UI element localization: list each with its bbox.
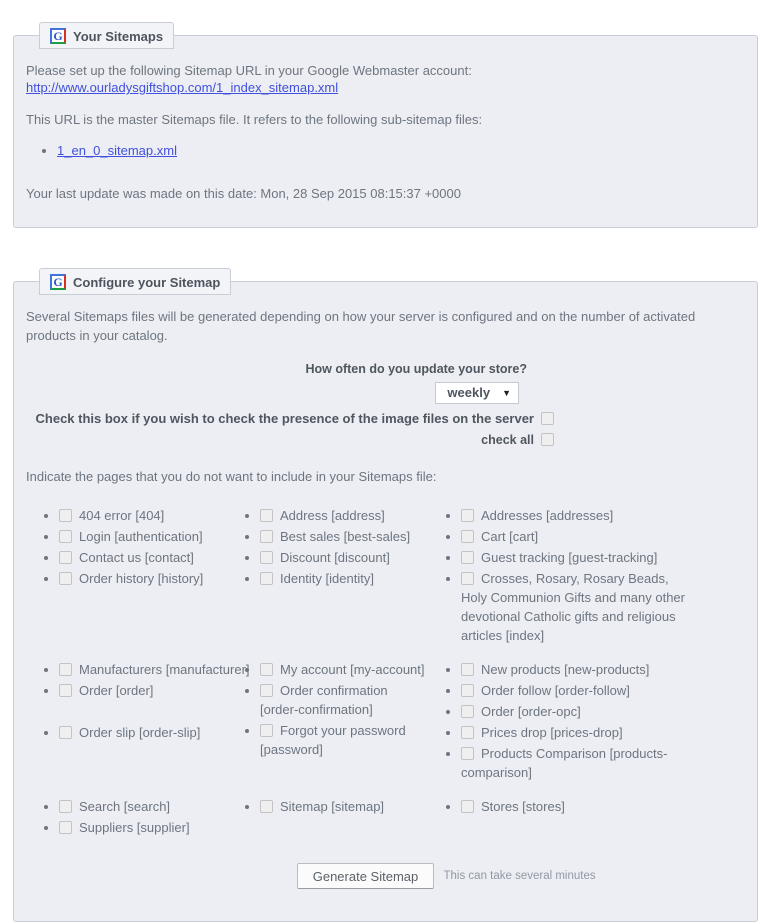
configure-sitemap-panel	[13, 268, 758, 922]
page-label: Suppliers [supplier]	[79, 820, 190, 835]
page-item	[461, 797, 690, 816]
page-label: Sitemap [sitemap]	[280, 799, 385, 814]
page-exclusion-column	[227, 797, 428, 839]
page-checkbox[interactable]	[461, 684, 474, 697]
page-checkbox[interactable]	[59, 821, 72, 834]
page-exclusion-section	[26, 506, 745, 647]
page-label: Crosses, Rosary, Rosary Beads, Holy Communion Gifts and many other devotional Catholic gifts and religious articles [index]	[461, 571, 685, 643]
page-item	[59, 660, 250, 679]
page-item	[59, 569, 227, 588]
page-exclusion-column	[428, 797, 690, 839]
page-checkbox[interactable]	[461, 747, 474, 760]
page-label: Search [search]	[79, 799, 171, 814]
page-label: Order confirmation [order-confirmation]	[260, 683, 388, 717]
page-checkbox[interactable]	[461, 551, 474, 564]
page-item	[59, 548, 227, 567]
page-label: Order [order]	[79, 683, 154, 698]
master-sitemap-link[interactable]: http://www.ourladysgiftshop.com/1_index_sitemap.xml	[26, 80, 339, 95]
frequency-select[interactable]	[435, 382, 519, 404]
page-exclusion-column	[26, 797, 227, 839]
page-checkbox[interactable]	[59, 800, 72, 813]
page-item	[59, 818, 227, 837]
page-checkbox[interactable]	[59, 572, 72, 585]
frequency-select-row	[26, 382, 554, 404]
your-sitemaps-panel	[13, 22, 758, 228]
list-item	[57, 141, 745, 160]
page-item	[461, 702, 690, 721]
page-label: 404 error [404]	[79, 508, 165, 523]
page-item	[260, 681, 428, 719]
page-checkbox[interactable]	[461, 530, 474, 543]
page-item	[59, 527, 227, 546]
page-checkbox[interactable]	[260, 551, 273, 564]
page-checkbox[interactable]	[461, 509, 474, 522]
frequency-selected-value: weekly	[447, 385, 491, 400]
page-checkbox[interactable]	[260, 724, 273, 737]
page-item	[260, 527, 428, 546]
page-item	[461, 723, 690, 742]
page-checkbox[interactable]	[59, 663, 72, 676]
page-exclusion-column	[428, 660, 690, 784]
page-label: Order slip [order-slip]	[79, 725, 201, 740]
page-label: My account [my-account]	[280, 662, 425, 677]
page-label: Login [authentication]	[79, 529, 203, 544]
page-checkbox[interactable]	[260, 530, 273, 543]
sub-sitemap-link[interactable]: 1_en_0_sitemap.xml	[57, 143, 177, 158]
page-label: New products [new-products]	[481, 662, 650, 677]
page-item	[260, 548, 428, 567]
page-checkbox[interactable]	[461, 726, 474, 739]
page-label: Identity [identity]	[280, 571, 374, 586]
page-item	[461, 681, 690, 700]
webmaster-instruction: Please set up the following Sitemap URL in your Google Webmaster account:	[26, 63, 472, 78]
generate-row	[26, 863, 745, 889]
frequency-label: How often do you update your store?	[305, 362, 527, 376]
generate-note: This can take several minutes	[443, 870, 596, 882]
pages-exclusion-label: Indicate the pages that you do not want to include in your Sitemaps file:	[26, 469, 437, 484]
page-item	[461, 527, 690, 546]
page-label: Stores [stores]	[481, 799, 565, 814]
page-checkbox[interactable]	[461, 572, 474, 585]
page-checkbox[interactable]	[59, 509, 72, 522]
page-label: Best sales [best-sales]	[280, 529, 411, 544]
generate-sitemap-button[interactable]: Generate Sitemap	[297, 863, 435, 889]
page-label: Order history [history]	[79, 571, 204, 586]
page-exclusion-column	[26, 506, 227, 647]
page-checkbox[interactable]	[59, 530, 72, 543]
page-exclusion-column	[26, 660, 250, 784]
page-label: Contact us [contact]	[79, 550, 194, 565]
page-item	[59, 506, 227, 525]
caret-down-icon: ▼	[502, 388, 511, 398]
page-label: Manufacturers [manufacturer]	[79, 662, 250, 677]
page-exclusion-column	[227, 506, 428, 647]
page-checkbox[interactable]	[260, 800, 273, 813]
page-checkbox[interactable]	[59, 551, 72, 564]
page-item	[260, 721, 428, 759]
page-exclusion-column	[428, 506, 690, 647]
page-item	[59, 797, 227, 816]
page-label: Addresses [addresses]	[481, 508, 614, 523]
configure-sitemap-legend	[39, 268, 231, 295]
page-label: Order follow [order-follow]	[481, 683, 630, 698]
list-spacer	[59, 702, 227, 721]
page-label: Cart [cart]	[481, 529, 539, 544]
page-item	[260, 506, 428, 525]
page-checkbox[interactable]	[461, 663, 474, 676]
sub-sitemap-list	[26, 141, 745, 160]
panel-title: Your Sitemaps	[73, 28, 164, 44]
page-checkbox[interactable]	[461, 705, 474, 718]
check-all-row	[26, 430, 554, 450]
page-checkbox[interactable]	[260, 684, 273, 697]
google-icon: G	[50, 274, 66, 290]
page-checkbox[interactable]	[260, 572, 273, 585]
page-item	[461, 548, 690, 567]
master-sitemap-description: This URL is the master Sitemaps file. It refers to the following sub-sitemap files:	[26, 112, 483, 127]
page-label: Guest tracking [guest-tracking]	[481, 550, 658, 565]
page-label: Products Comparison [products-comparison]	[461, 746, 668, 780]
check-all-checkbox[interactable]	[541, 433, 554, 446]
image-check-row	[26, 409, 554, 429]
your-sitemaps-legend	[39, 22, 174, 49]
page-checkbox[interactable]	[59, 684, 72, 697]
page-item	[260, 797, 428, 816]
page-exclusion-section	[26, 660, 745, 784]
page-item	[59, 723, 227, 742]
page-label: Address [address]	[280, 508, 385, 523]
page-exclusion-column	[227, 660, 428, 784]
panel-title: Configure your Sitemap	[73, 274, 221, 290]
image-check-label: Check this box if you wish to check the presence of the image files on the server	[35, 411, 534, 426]
page-item	[260, 660, 428, 679]
page-exclusion-sections	[26, 506, 745, 839]
page-checkbox[interactable]	[260, 663, 273, 676]
page-checkbox[interactable]	[260, 509, 273, 522]
page-item	[59, 681, 227, 700]
page-item	[461, 744, 690, 782]
image-check-checkbox[interactable]	[541, 412, 554, 425]
page-label: Discount [discount]	[280, 550, 390, 565]
page-label: Forgot your password [password]	[260, 723, 406, 757]
page-label: Prices drop [prices-drop]	[481, 725, 623, 740]
configure-intro: Several Sitemaps files will be generated depending on how your server is configured and on the number of activated products in your catalog.	[26, 309, 696, 343]
sitemap-options-block	[26, 359, 554, 450]
last-update-text: Your last update was made on this date: Mon, 28 Sep 2015 08:15:37 +0000	[26, 186, 461, 201]
google-icon: G	[50, 28, 66, 44]
page-label: Order [order-opc]	[481, 704, 581, 719]
page-exclusion-section	[26, 797, 745, 839]
page-item	[461, 506, 690, 525]
page-item	[260, 569, 428, 588]
page-item	[461, 660, 690, 679]
page-checkbox[interactable]	[59, 726, 72, 739]
page-item	[461, 569, 690, 645]
page-checkbox[interactable]	[461, 800, 474, 813]
check-all-label: check all	[481, 433, 534, 447]
